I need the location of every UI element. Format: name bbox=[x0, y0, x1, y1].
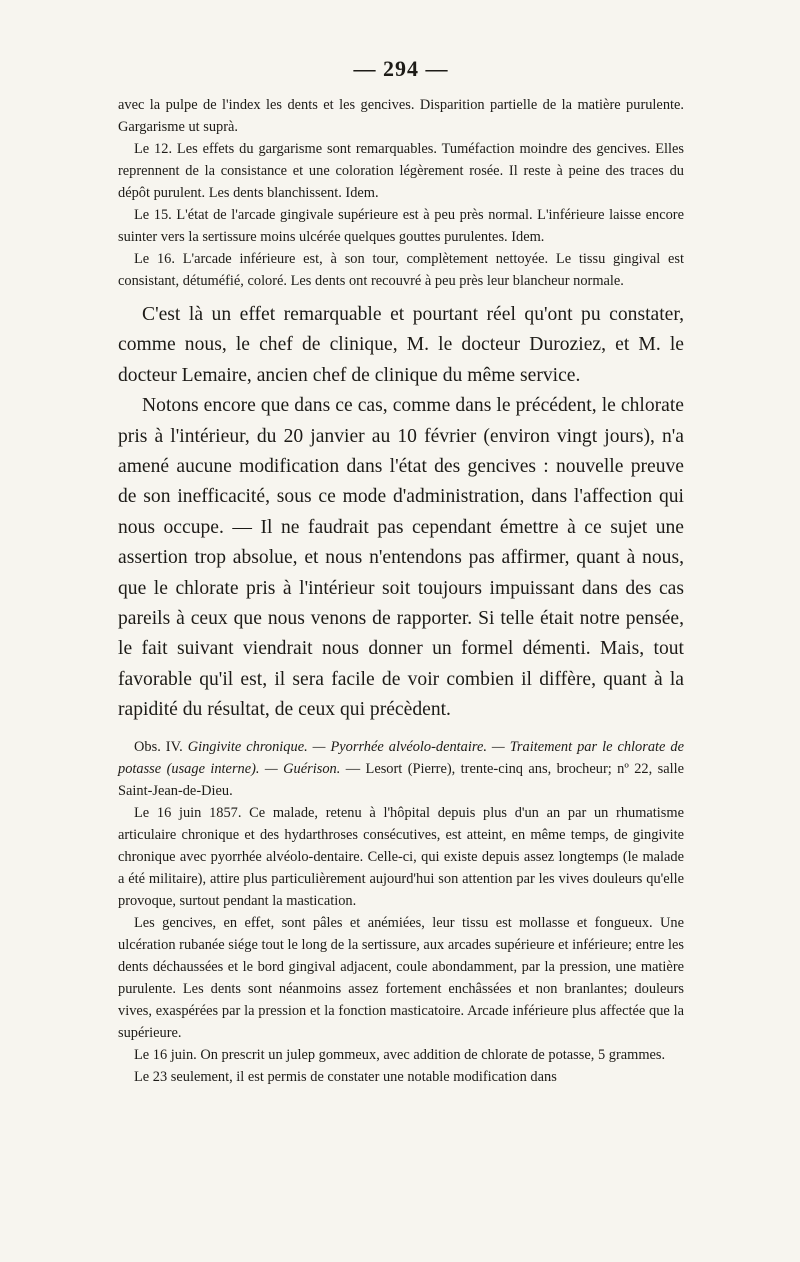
observation-heading bbox=[118, 736, 684, 802]
note-paragraph: Les gencives, en effet, sont pâles et anémiées, leur tissu est mollasse et fongueux. Une ulcération rubanée siége tout le long de la sertissure, aux arcades supérieure et inférieure; entre les dents déchaussées et le bord gingival adjacent, coule abondamment, par la pression, une matière purulente. Les dents sont néanmoins assez fortement enchâssées et non branlantes; douleurs vives, exaspérées par la pression et la fonction masticatoire. Arcade inférieure plus affectée que la supérieure. bbox=[118, 914, 684, 1041]
case-notes-observation bbox=[118, 802, 684, 1088]
commentary bbox=[118, 300, 684, 726]
body-paragraph: C'est là un effet remarquable et pourtant réel qu'ont pu constater, comme nous, le chef de clinique, M. le docteur Duroziez, et M. le docteur Lemaire, ancien chef de clinique du même service. bbox=[118, 304, 684, 386]
patient-details: — Lesort (Pierre), trente-cinq ans, brocheur; nº 22, salle Saint-Jean-de-Dieu. bbox=[118, 760, 684, 799]
case-notes-continued bbox=[118, 94, 684, 292]
note-paragraph: avec la pulpe de l'index les dents et les gencives. Disparition partielle de la matière purulente. Gargarisme ut suprà. bbox=[118, 97, 684, 135]
note-paragraph: Le 16 juin 1857. Ce malade, retenu à l'hôpital depuis plus d'un an par un rhumatisme articulaire chronique et des hydarthroses consécutives, est atteint, en même temps, de gingivite chronique avec pyorrhée alvéolo-dentaire. Celle-ci, qui existe depuis assez longtemps (le malade a été militaire), attire plus particulièrement aujourd'hui son attention par les vives douleurs qu'elle provoque, surtout pendant la mastication. bbox=[118, 804, 684, 909]
observation-label: Obs. IV. bbox=[134, 738, 183, 755]
observation-title: Gingivite chronique. — Pyorrhée alvéolo-dentaire. — Traitement par le chlorate de potasse (usage interne). — Guérison. bbox=[118, 738, 684, 777]
page-number: — 294 — bbox=[353, 56, 449, 81]
note-paragraph: Le 12. Les effets du gargarisme sont remarquables. Tuméfaction moindre des gencives. Elles reprennent de la consistance et une coloration légèrement rosée. Il reste à peine des traces du dépôt purulent. Les dents blanchissent. Idem. bbox=[118, 141, 684, 201]
body-paragraph: Notons encore que dans ce cas, comme dans le précédent, le chlorate pris à l'intérieur, du 20 janvier au 10 février (environ vingt jours), n'a amené aucune modification dans l'état des gencives : nouvelle preuve de son inefficacité, sous ce mode d'administration, dans l'affection qui nous occupe. — Il ne faudrait pas cependant émettre à ce sujet une assertion trop absolue, et nous n'entendons pas affirmer, quant à nous, que le chlorate pris à l'intérieur soit toujours impuissant dans des cas pareils à ceux que nous venons de rapporter. Si telle était notre pensée, le fait suivant viendrait nous donner un formel démenti. Mais, tout favorable qu'il est, il sera facile de voir combien il diffère, quant à la rapidité du résultat, de ceux qui précèdent. bbox=[118, 395, 684, 721]
note-paragraph: Le 16 juin. On prescrit un julep gommeux, avec addition de chlorate de potasse, 5 grammes. bbox=[134, 1046, 666, 1063]
note-paragraph: Le 16. L'arcade inférieure est, à son tour, complètement nettoyée. Le tissu gingival est consistant, détuméfié, coloré. Les dents ont recouvré à peu près leur blancheur normale. bbox=[118, 251, 684, 289]
note-paragraph: Le 23 seulement, il est permis de constater une notable modification dans bbox=[134, 1068, 557, 1085]
note-paragraph: Le 15. L'état de l'arcade gingivale supérieure est à peu près normal. L'inférieure laisse encore suinter vers la sertissure moins ulcérée quelques gouttes purulentes. Idem. bbox=[118, 207, 684, 245]
book-page bbox=[118, 56, 684, 1088]
